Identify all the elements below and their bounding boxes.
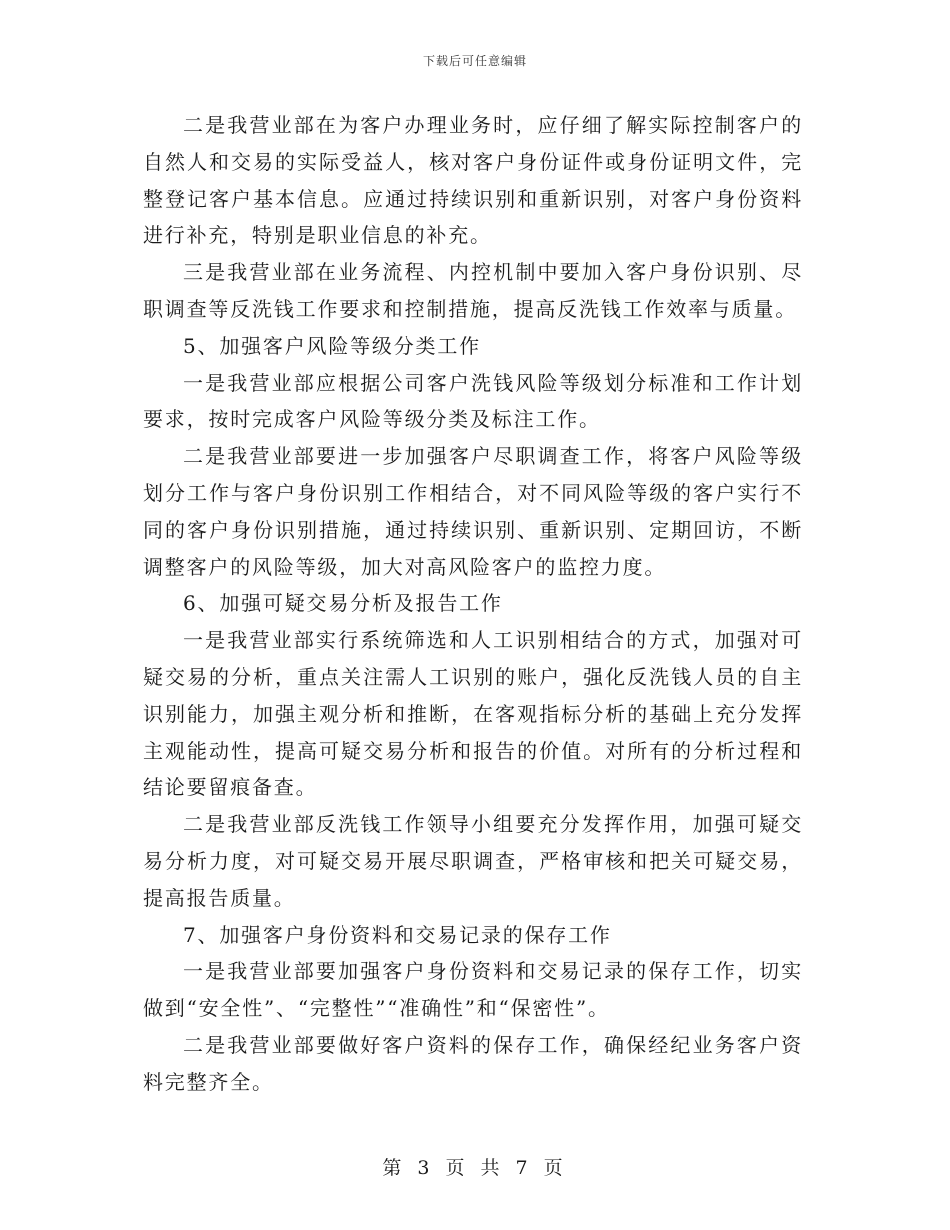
paragraph-identity-info: 二是我营业部在为客户办理业务时，应仔细了解实际控制客户的自然人和交易的实际受益人，核对客户身份证件或身份证明文件，完整登记客户基本信息。应通过持续识别和重新识别，对客户身份资料进行补充，特别是职业信息的补充。: [143, 113, 803, 248]
page-number: 第 3 页 共 7 页: [382, 1157, 568, 1179]
paragraph-screening: 一是我营业部实行系统筛选和人工识别相结合的方式，加强对可疑交易的分析，重点关注需人工识别的账户，强化反洗钱人员的自主识别能力，加强主观分析和推断，在客观指标分析的基础上充分发挥主观能动性，提高可疑交易分析和报告的价值。对所有的分析过程和结论要留痕备查。: [143, 628, 803, 800]
document-body: [143, 107, 803, 1101]
paragraph-client-files: 二是我营业部要做好客户资料的保存工作，确保经纪业务客户资料完整齐全。: [143, 1032, 803, 1094]
paragraph-risk-standard: 一是我营业部应根据公司客户洗钱风险等级划分标准和工作计划要求，按时完成客户风险等级分类及标注工作。: [143, 370, 803, 432]
paragraph-process-control: 三是我营业部在业务流程、内控机制中要加入客户身份识别、尽职调查等反洗钱工作要求和控制措施，提高反洗钱工作效率与质量。: [143, 260, 803, 321]
paragraph-record-storage: 一是我营业部要加强客户身份资料和交易记录的保存工作，切实做到“安全性”、“完整性”“准确性”和“保密性”。: [143, 959, 803, 1021]
section-heading-suspicious-analysis: 6、加强可疑交易分析及报告工作: [183, 591, 503, 616]
header-note: 下载后可任意编辑: [422, 54, 527, 68]
paragraph-due-diligence: 二是我营业部要进一步加强客户尽职调查工作，将客户风险等级划分工作与客户身份识别工作相结合，对不同风险等级的客户实行不同的客户身份识别措施，通过持续识别、重新识别、定期回访，不断调整客户的风险等级，加大对高风险客户的监控力度。: [143, 444, 803, 579]
paragraph-leadership-group: 二是我营业部反洗钱工作领导小组要充分发挥作用，加强可疑交易分析力度，对可疑交易开展尽职调查，严格审核和把关可疑交易，提高报告质量。: [143, 812, 803, 910]
section-heading-risk-classification: 5、加强客户风险等级分类工作: [183, 333, 481, 358]
section-heading-record-keeping: 7、加强客户身份资料和交易记录的保存工作: [183, 922, 612, 947]
